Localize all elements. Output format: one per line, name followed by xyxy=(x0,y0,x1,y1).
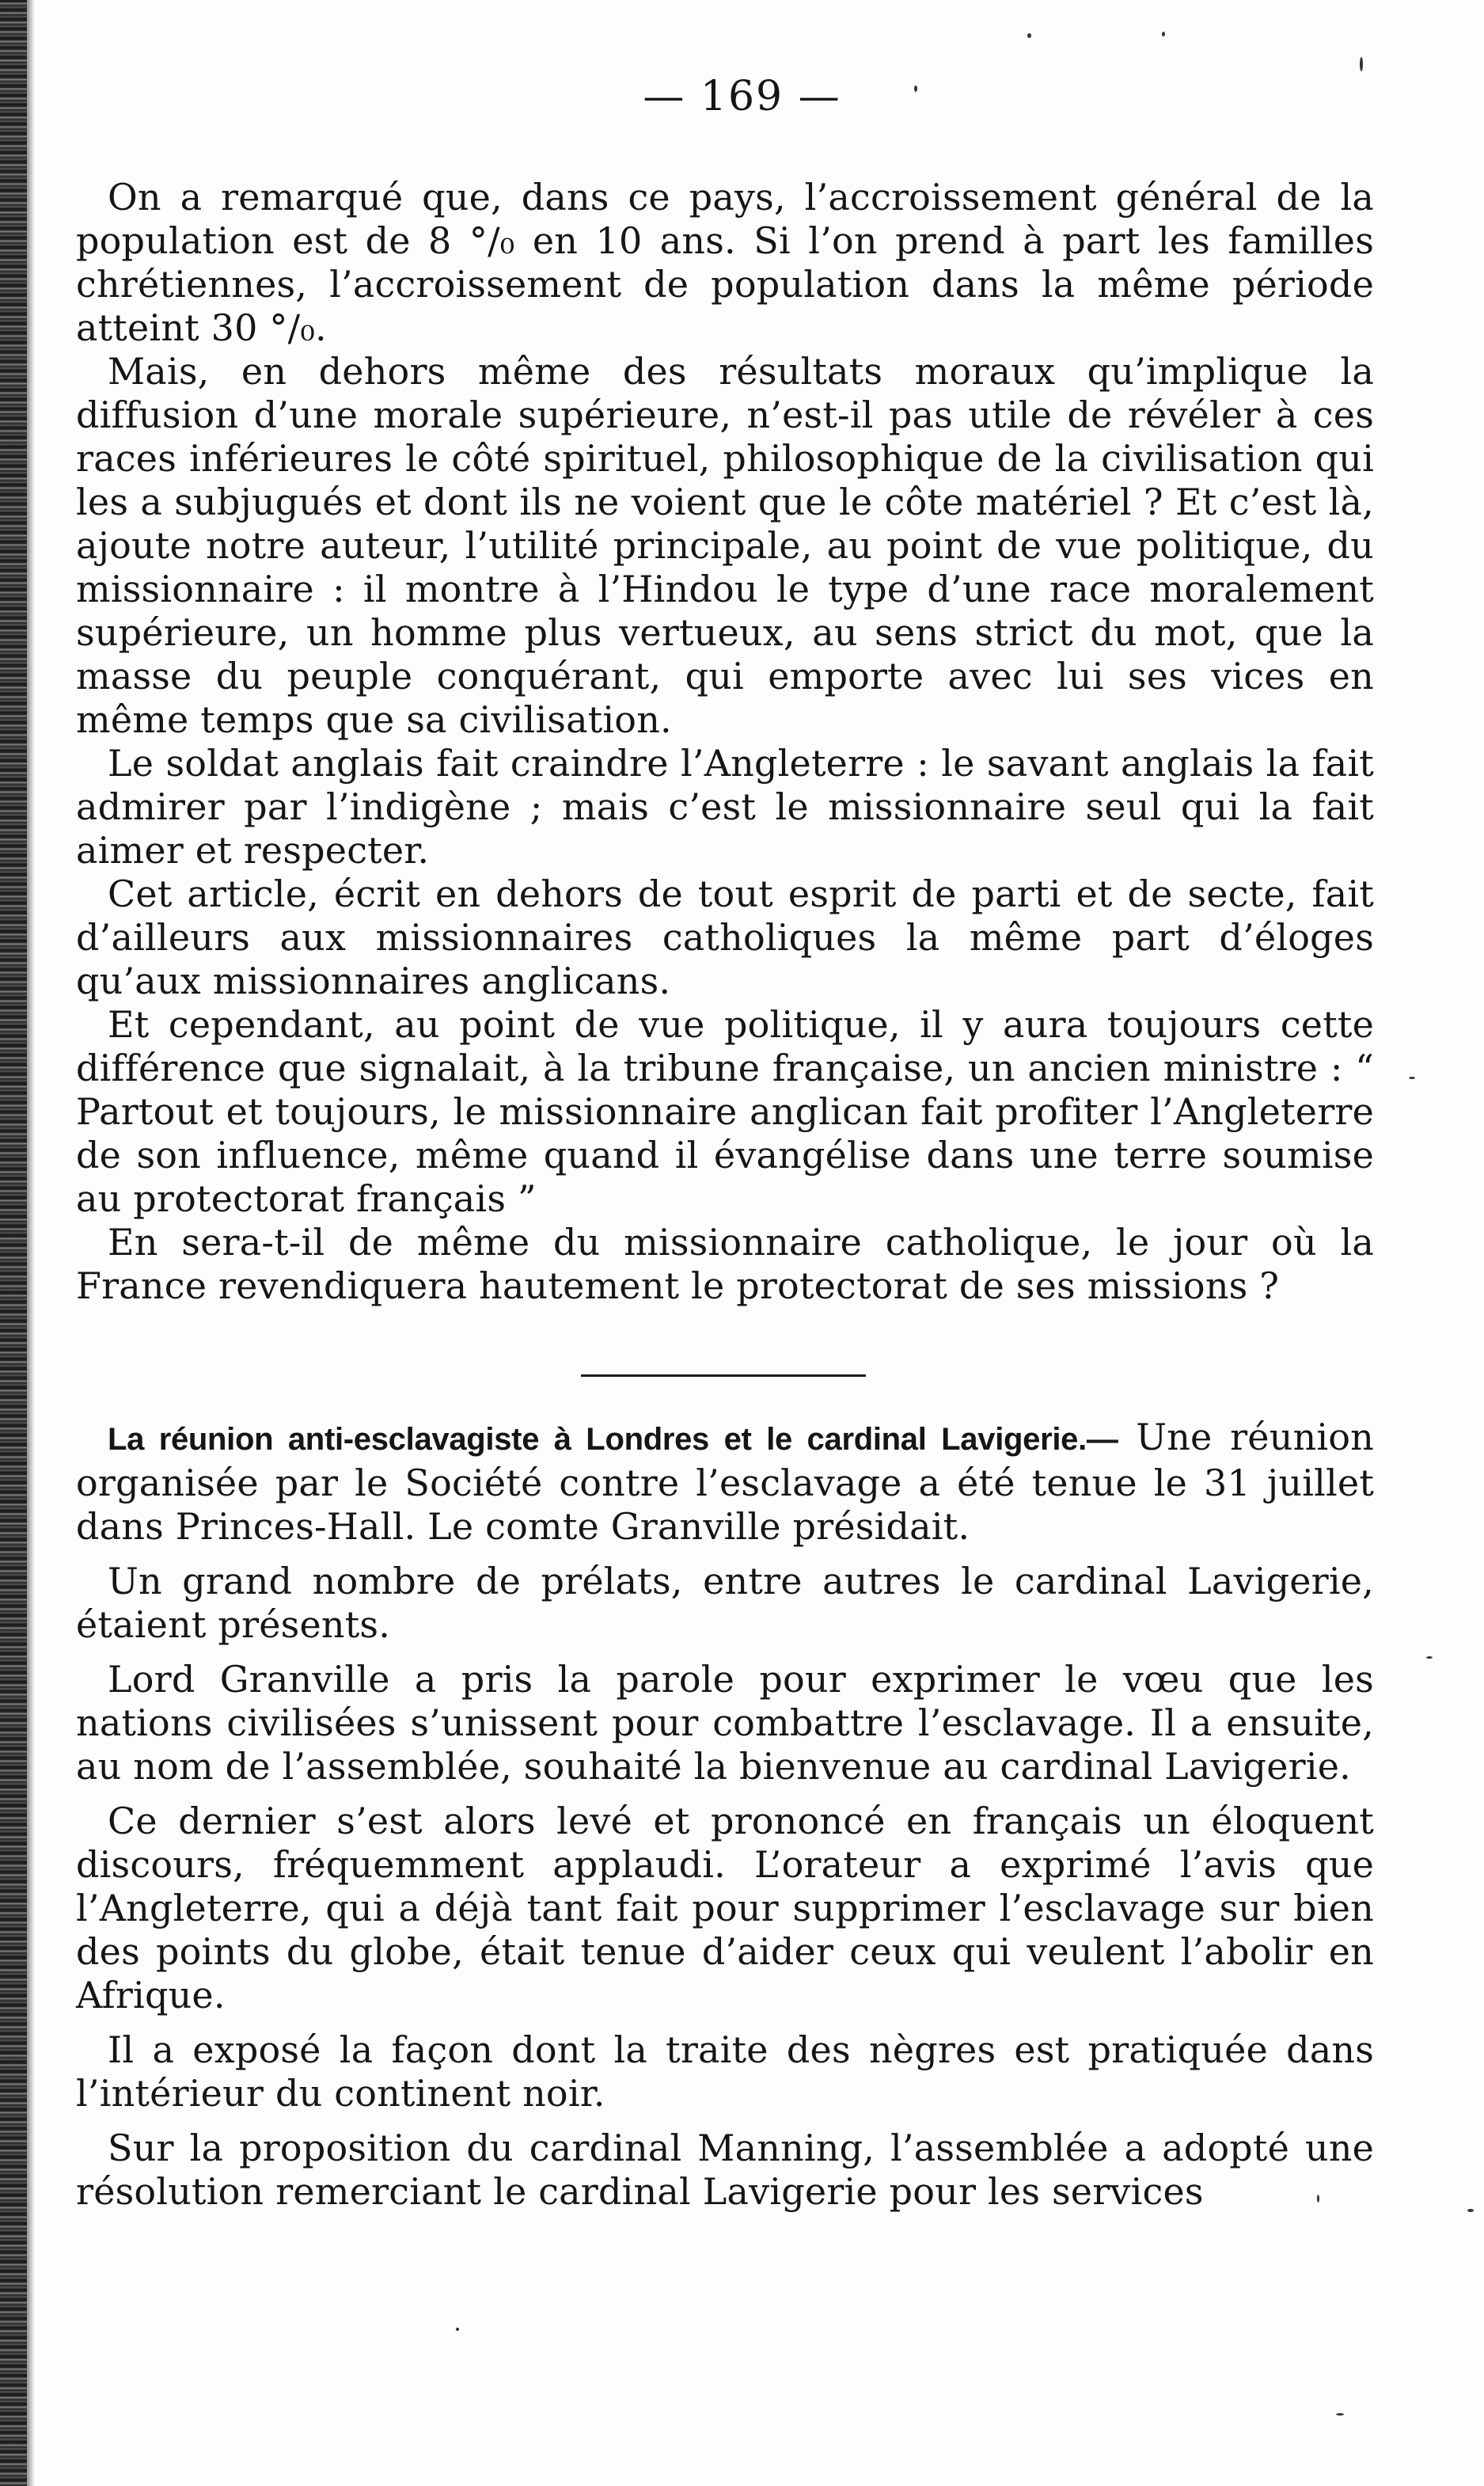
article-intro: Une réunion organisée par le Société contre l’esclavage a été tenue le 31 juillet dans Princes-Hall. Le comte Granville présidait. xyxy=(76,1416,1374,1548)
article-heading: La réunion anti-esclavagiste à Londres et le cardinal Lavigerie.— xyxy=(108,1422,1118,1457)
paragraph: Sur la proposition du cardinal Manning, l’assemblée a adopté une résolution remerciant le cardinal Lavigerie pour les services xyxy=(76,2127,1374,2213)
paragraph: Et cependant, au point de vue politique, il y aura toujours cette différence que signalait, à la tribune française, un ancien ministre : “ Partout et toujours, le missionnaire anglican fait profiter l’Angleterre de son influence, même quand il évangélise dans une terre soumise au protectorat français ” xyxy=(76,1003,1374,1220)
scan-speck xyxy=(1317,2195,1319,2203)
scan-speck xyxy=(1027,33,1031,38)
scan-speck xyxy=(456,2328,459,2331)
paragraph: Cet article, écrit en dehors de tout esprit de parti et de secte, fait d’ailleurs aux missionnaires catholiques la même part d’éloges qu’aux missionnaires anglicans. xyxy=(76,872,1374,1002)
paragraph: Il a exposé la façon dont la traite des nègres est pratiquée dans l’intérieur du continent noir. xyxy=(76,2028,1374,2115)
scanned-binding-edge xyxy=(0,0,27,2486)
scan-speck xyxy=(1409,1077,1415,1079)
news-article xyxy=(76,1416,1374,2225)
article-continuation xyxy=(76,176,1374,1308)
scan-speck xyxy=(1162,32,1165,36)
scan-speck xyxy=(1336,2413,1344,2416)
scan-speck xyxy=(1467,2209,1474,2212)
scan-speck xyxy=(914,86,917,92)
binding-shadow xyxy=(27,0,35,2486)
paragraph: Ce dernier s’est alors levé et prononcé en français un éloquent discours, fréquemment applaudi. L’orateur a exprimé l’avis que l’Angleterre, qui a déjà tant fait pour supprimer l’esclavage sur bien des points du globe, était tenue d’aider ceux qui veulent l’abolir en Afrique. xyxy=(76,1800,1374,2017)
paragraph: En sera-t-il de même du missionnaire catholique, le jour où la France revendiquera hautement le protectorat de ses missions ? xyxy=(76,1221,1374,1307)
article-lead-paragraph xyxy=(76,1416,1374,1549)
scan-speck xyxy=(1426,1656,1433,1659)
page-number: — 169 — xyxy=(643,73,841,120)
paragraph: Lord Granville a pris la parole pour exprimer le vœu que les nations civilisées s’unissent pour combattre l’esclavage. Il a ensuite, au nom de l’assemblée, souhaité la bienvenue au cardinal Lavigerie. xyxy=(76,1658,1374,1788)
paragraph: Un grand nombre de prélats, entre autres le cardinal Lavigerie, étaient présents. xyxy=(76,1560,1374,1646)
paragraph: Le soldat anglais fait craindre l’Angleterre : le savant anglais la fait admirer par l’indigène ; mais c’est le missionnaire seul qui la fait aimer et respecter. xyxy=(76,742,1374,872)
scan-speck xyxy=(1360,57,1363,71)
paragraph: On a remarqué que, dans ce pays, l’accroissement général de la population est de 8 °/₀ en 10 ans. Si l’on prend à part les familles chrétiennes, l’accroissement de population dans la même période atteint 30 °/₀. xyxy=(76,176,1374,349)
paragraph: Mais, en dehors même des résultats moraux qu’implique la diffusion d’une morale supérieure, n’est-il pas utile de révéler à ces races inférieures le côté spirituel, philosophique de la civilisation qui les a subjugués et dont ils ne voient que le côte matériel ? Et c’est là, ajoute notre auteur, l’utilité principale, au point de vue politique, du missionnaire : il montre à l’Hindou le type d’une race moralement supérieure, un homme plus vertueux, au sens strict du mot, que la masse du peuple conquérant, qui emporte avec lui ses vices en même temps que sa civilisation. xyxy=(76,350,1374,741)
section-divider xyxy=(581,1374,866,1377)
